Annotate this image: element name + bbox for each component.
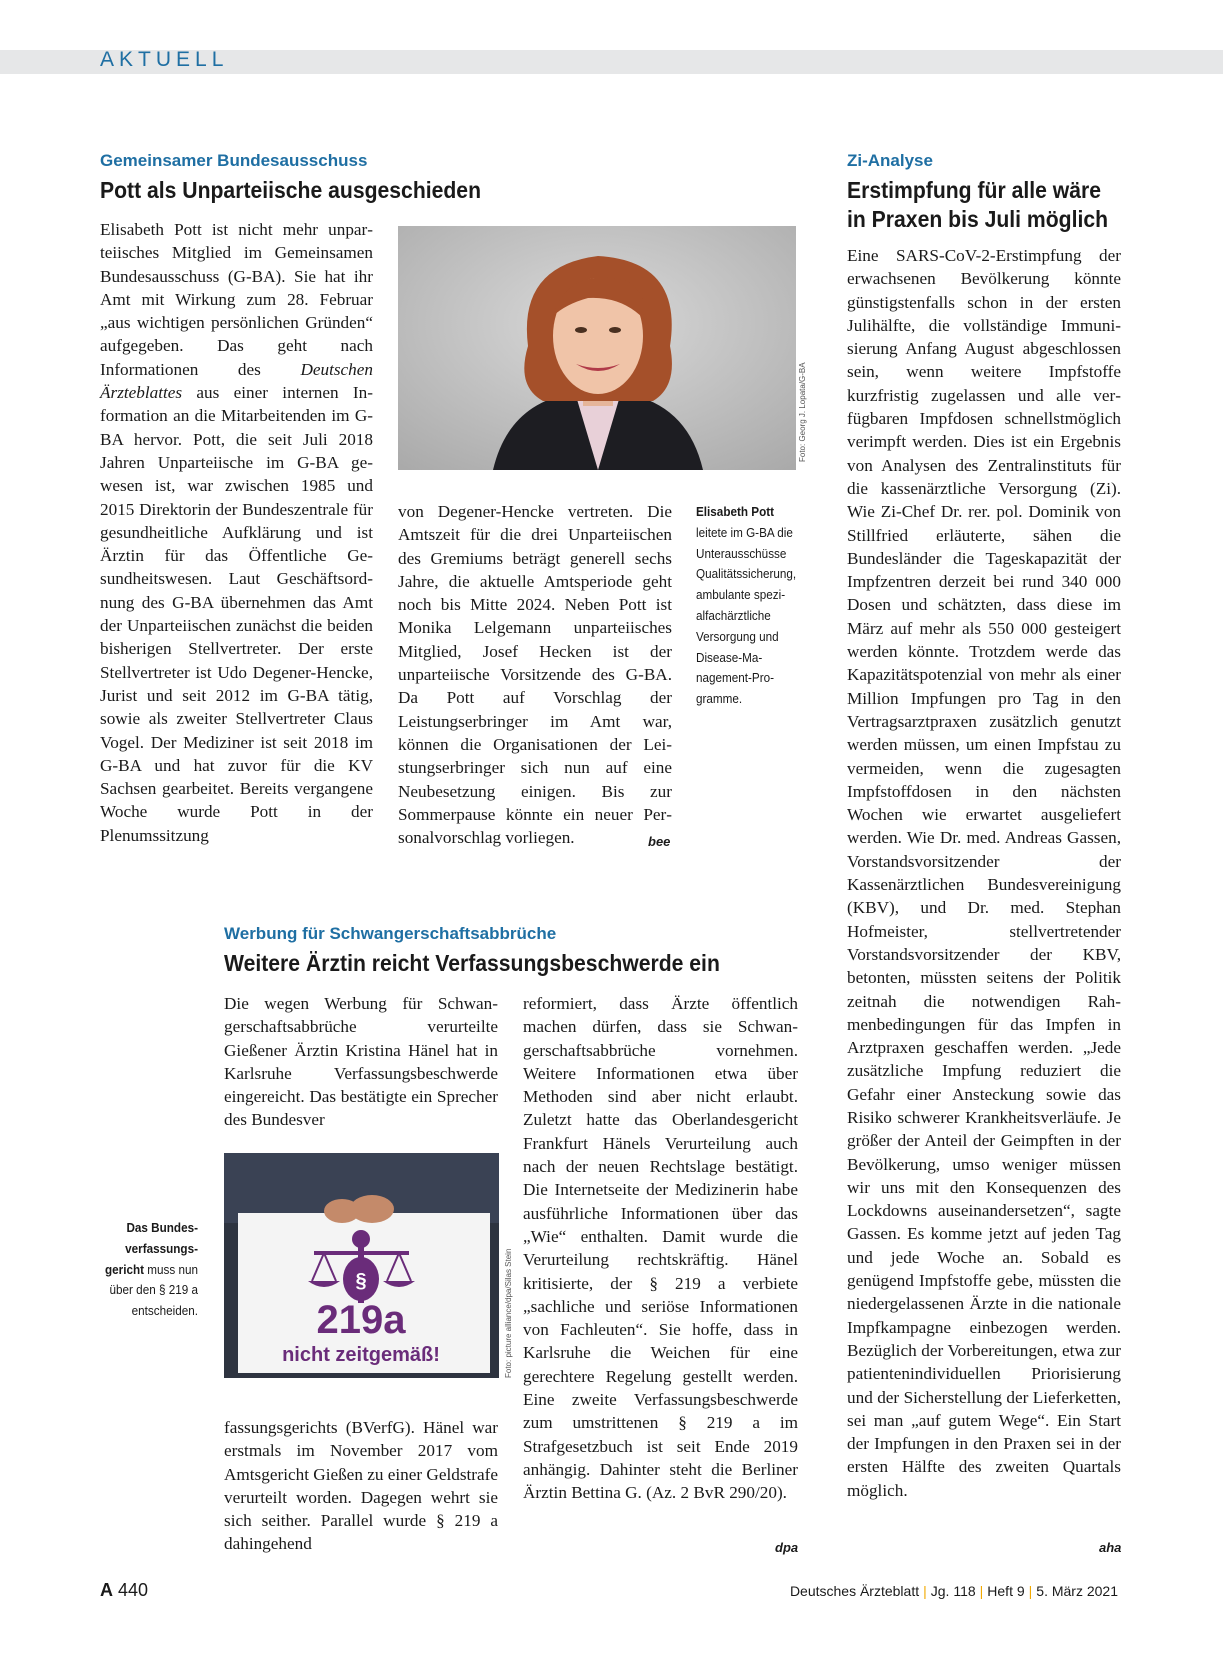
- footer-divider: |: [1028, 1583, 1033, 1599]
- photo-credit-219a: Foto: picture alliance/dpa/Silas Stein: [504, 1248, 513, 1378]
- article1-signature: bee: [648, 834, 671, 849]
- article3-headline: [847, 176, 1108, 234]
- article2-headline: Weitere Ärztin reicht Verfassungsbeschwerde ein: [224, 950, 720, 976]
- article3-signature: aha: [1099, 1540, 1122, 1555]
- article2-kicker: Werbung für Schwangerschaftsabbrüche: [224, 924, 557, 943]
- article1-column2: [398, 500, 672, 852]
- article2-signature: dpa: [775, 1540, 799, 1555]
- article3-body-text: Eine SARS-CoV-2-Erstimpfung der erwachsenen Bevölkerung könnte günstigstenfalls schon in der ersten Julihälfte, die vollständige Immunisierung Anfang August abgeschlossen sein, wenn weitere Impfstoffe kurzfristig zugelassen und alle verfügbaren Impfdosen schnellstmöglich verimpft werden. Dies ist ein Ergebnis von Analysen des Zentralinstituts für die kassenärztliche Versorgung (Zi). Wie Zi-Chef Dr. rer. pol. Dominik von Stillfried erläuterte, sähen die Bundesländer die Tageskapazität der Impfzentren derzeit bei rund 340 000 Dosen und schätzten, dass diese im März auf mehr als 550 000 gesteigert werden könnte. Trotzdem werde das Kapazitätspotenzial von mehr als einer Million Impfungen pro Tag in den Vertragsarztpraxen zusätzlich genutzt werden müssen, um einen Impfstau zu vermeiden, wenn die zugesagten Impfstoffdosen in den nächsten Wochen wie erwartet ausgeliefert werden. Wie Dr. med. Andreas Gassen, Vorstandsvorsitzender der Kassenärztlichen Bundesvereinigung (KBV), und Dr. med. Stephan Hofmeister, stellvertretender Vorstandsvorsitzender der KBV, betonten, müssten seitens der Politik zeitnah die notwendigen Rahmenbedingungen für das Impfen in Arztpraxen geschaffen werden. „Jede zusätzliche Impfung reduziert die Gefahr einer Ansteckung sowie das Risiko schwerer Krankheitsverläufe. Je größer der Anteil der Geimpften in der Bevölkerung, umso weniger müssen wir uns mit den Konsequenzen des Lockdowns auseinandersetzen“, sagte Gassen. Es komme jetzt auf jeden Tag und jede Woche an. Sobald es genügend Impfstoffe gebe, müssten die niedergelassenen Ärzte in die nationale Impfkampagne einbezogen werden. Bezüglich der Vorbereitungen, etwa zur patientenindividuellen Priorisierung und der Sicherstellung der Lieferketten, sei man „auf gutem Wege“. Ein Start der Impfungen in den Praxen sei in der ersten Hälfte des zweiten Quartals möglich.: [847, 246, 1121, 1500]
- photo-219a-sign: [224, 1153, 499, 1378]
- article3-body: [847, 244, 1121, 1556]
- article2-col2-text: reformiert, dass Ärzte öffentlich machen dürfen, dass sie Schwangerschaftsabbrüche vornehmen. Weitere Informationen etwa über Methoden sind aber nicht erlaubt. Zuletzt hatte das Oberlandesgericht Frankfurt Hänels Verurteilung auch nach der neuen Rechtslage bestätigt. Die Internetseite der Medizinerin habe ausführliche Informationen über das „Wie“ enthalten. Damit wurde die Verurteilung rechtskräftig. Hänel kritisierte, der § 219 a verbiete „sachliche und seriöse Informationen von Fachleuten“. Sie hoffe, dass in Karlsruhe die Weichen für eine gerechtere Regelung gestellt werden. Eine zweite Verfassungsbeschwerde zum umstrittenen § 219 a im Strafgesetzbuch ist seit Ende 2019 anhängig. Dahinter steht die Berliner Ärztin Bettina G. (Az. 2 BvR 290/20).: [523, 994, 798, 1503]
- caption-text: leitete im G-BA die Unterausschüsse Qualitätssicherung, ambulante spezialfachärztliche Versorgung und Disease-Management-Programme.: [696, 524, 797, 707]
- article2-col1-top-text: Die wegen Werbung für Schwangerschaftsabbrüche verurteilte Gießener Ärztin Kristina Hänel hat in Karlsruhe Verfassungsbeschwerde eingereicht. Das bestätigte ein Sprecher des Bundesver: [224, 994, 498, 1130]
- footer-journal-info: [790, 1583, 1118, 1599]
- section-label: AKTUELL: [100, 48, 229, 71]
- article1-headline: Pott als Unparteiische ausgeschieden: [100, 177, 482, 203]
- article1-col2-text: von Degener-Hencke vertreten. Die Amtszeit für die drei Unparteiischen des Gremiums beträgt generell sechs Jahre, die aktuelle Amtsperiode geht noch bis Mitte 2024. Neben Pott ist Monika Lelgemann unparteiisches Mitglied, Josef Hecken ist der unparteiische Vorsitzende des G-BA. Da Pott auf Vorschlag der Leistungserbringer im Amt war, können die Organisationen der Leistungserbringer sich nun auf eine Neubesetzung einigen. Bis zur Sommerpause könnte ein neuer Personalvorschlag vorliegen.: [398, 502, 672, 848]
- caption-court-text: muss nun über den § 219 a entscheiden.: [109, 1261, 198, 1319]
- page-number: [100, 1580, 148, 1601]
- sign-slogan: nicht zeitgemäß!: [282, 1344, 440, 1366]
- sign-illustration: [224, 1153, 499, 1378]
- journal-name-italic: Deutschen Ärzteblattes: [100, 359, 373, 403]
- footer-journal: Deutsches Ärzteblatt: [789, 1583, 920, 1599]
- sign-paragraph-symbol: §: [355, 1270, 367, 1292]
- article3-headline-line2: in Praxen bis Juli möglich: [847, 206, 1109, 232]
- article1-col1-text: Elisabeth Pott ist nicht mehr unparteiisches Mitglied im Gemeinsamen Bundesausschuss (G-BA). Sie hat ihr Amt mit Wirkung zum 28. Februar „aus wichtigen persönlichen Gründen“ aufgegeben. Das geht nach Informationen des: [100, 220, 373, 379]
- photo-caption-pott: [696, 502, 802, 710]
- footer-divider: |: [923, 1583, 927, 1599]
- article2-column1-top: [224, 992, 498, 1132]
- footer-divider: |: [979, 1583, 984, 1599]
- photo-caption-219a: [92, 1218, 198, 1322]
- footer-issue: Heft 9: [987, 1583, 1025, 1599]
- article1-col1-text-rest: aus einer internen Information an die Mitarbeitenden im G-BA hervor. Pott, die seit Juli 2018 Jahren Unparteiische im G-BA gewesen ist, war zwischen 1985 und 2015 Direktorin der Bundeszentrale für gesundheitliche Aufklärung und ist Ärztin für das Öffentliche Gesundheitswesen. Laut Geschäftsordnung des G-BA übernehmen das Amt der Unparteiischen zunächst die beiden bisherigen Stellvertreter. Der erste Stellvertreter ist Udo Degener-Hencke, Jurist und seit 2012 im G-BA tätig, sowie als zweiter Stellvertreter Claus Vogel. Der Mediziner ist seit 2018 im G-BA und hat zuvor für die KV Sachsen gearbeitet. Bereits vergangene Woche wurde Pott in der Plenumssitzung: [100, 383, 373, 845]
- article3-kicker: Zi-Analyse: [847, 151, 933, 170]
- footer-date: 5. März 2021: [1036, 1583, 1118, 1599]
- portrait-illustration: [398, 226, 796, 470]
- sign-number: 219a: [316, 1298, 406, 1342]
- caption-court: Das Bundesverfassungsgericht: [105, 1220, 198, 1277]
- article1-kicker: Gemeinsamer Bundesausschuss: [100, 151, 368, 170]
- footer-volume: Jg. 118: [930, 1583, 976, 1599]
- page-number-value: 440: [118, 1580, 149, 1600]
- page-prefix: A: [100, 1580, 113, 1600]
- article2-col1-bottom-text: fassungsgerichts (BVerfG). Hänel war erstmals im November 2017 vom Amtsgericht Gießen zu einer Geldstrafe verurteilt worden. Dagegen wehrt sie sich seither. Parallel wurde § 219 a dahingehend: [224, 1418, 498, 1554]
- article1-column1: [100, 218, 373, 850]
- caption-name: Elisabeth Pott: [696, 504, 775, 519]
- photo-credit-pott: Foto: Georg J. Lopata/G-BA: [798, 362, 807, 462]
- photo-elisabeth-pott: [398, 226, 796, 470]
- article3-headline-line1: Erstimpfung für alle wäre: [847, 177, 1101, 203]
- article2-column2: [523, 992, 798, 1552]
- article2-column1-bottom: [224, 1416, 498, 1554]
